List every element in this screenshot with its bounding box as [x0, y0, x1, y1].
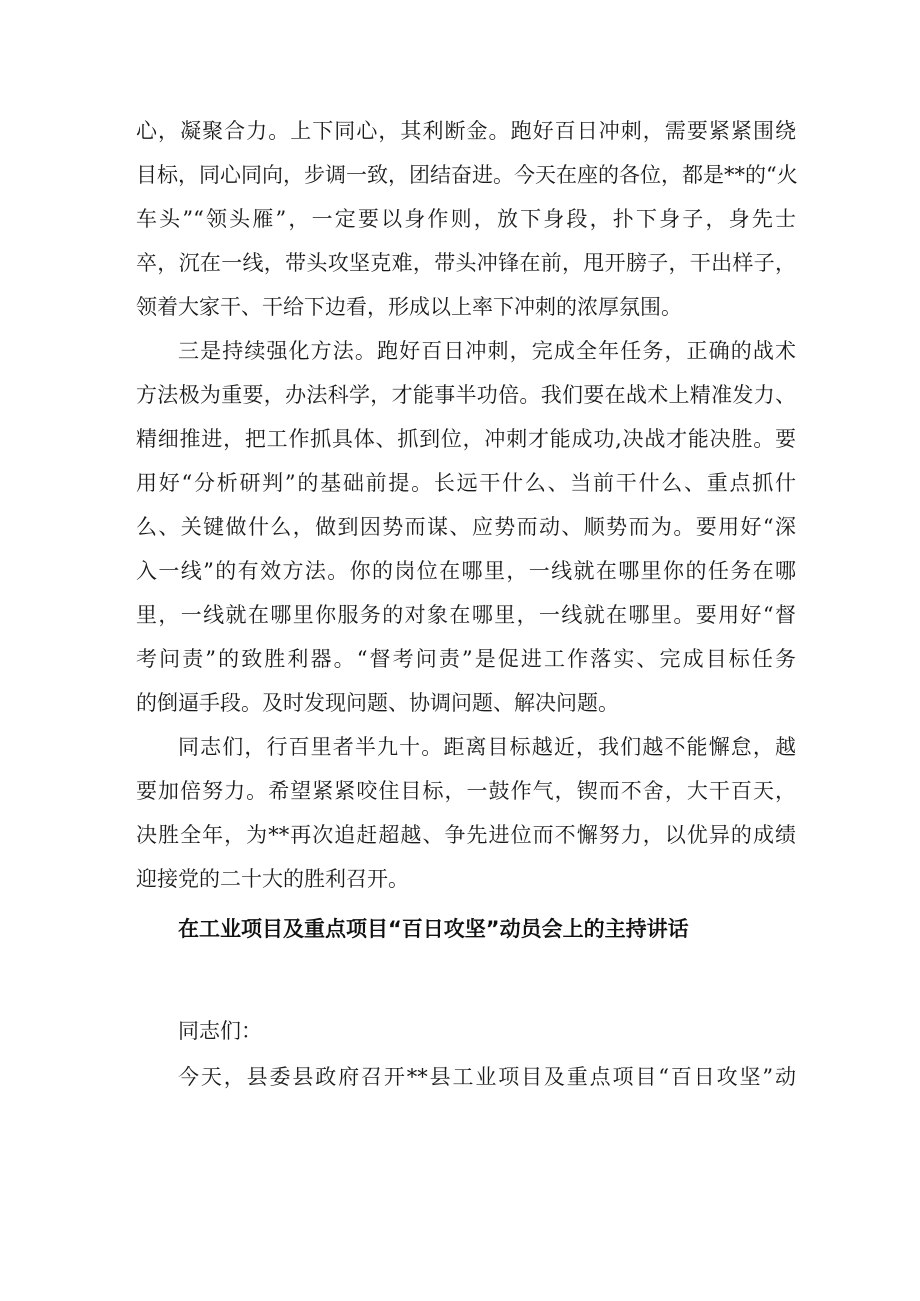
paragraph-2-line-1: 三是持续强化方法。跑好百日冲刺，完成全年任务，正确的战术	[178, 339, 796, 363]
paragraph-3-line-3: 决胜全年，为**再次追赶超越、争先进位而不懈努力，以优异的成绩	[136, 823, 796, 847]
paragraph-1-line-2: 目标，同心同向，步调一致，团结奋进。今天在座的各位，都是**的“火	[136, 163, 798, 187]
paragraph-3-line-2: 要加倍努力。希望紧紧咬住目标，一鼓作气，锲而不舍，大干百天，	[136, 779, 796, 803]
paragraph-4-line-1: 今天，县委县政府召开**县工业项目及重点项目“百日攻坚”动	[178, 1065, 796, 1089]
paragraph-2-line-7: 里，一线就在哪里你服务的对象在哪里，一线就在哪里。要用好“督	[136, 603, 796, 627]
paragraph-1-line-3: 车头”“领头雁”，一定要以身作则，放下身段，扑下身子，身先士	[136, 207, 796, 231]
paragraph-3-line-1: 同志们，行百里者半九十。距离目标越近，我们越不能懈怠，越	[178, 735, 796, 759]
paragraph-2-line-3: 精细推进，把工作抓具体、抓到位，冲刺才能成功,决战才能决胜。要	[136, 427, 796, 451]
paragraph-1-line-1: 心，凝聚合力。上下同心，其利断金。跑好百日冲刺，需要紧紧围绕	[136, 119, 796, 143]
paragraph-2-line-4: 用好“分析研判”的基础前提。长远干什么、当前干什么、重点抓什	[136, 471, 796, 495]
paragraph-3-line-4: 迎接党的二十大的胜利召开。	[136, 867, 409, 891]
paragraph-1-line-5: 领着大家干、干给下边看，形成以上率下冲刺的浓厚氛围。	[136, 295, 682, 319]
paragraph-2-line-6: 入一线”的有效方法。你的岗位在哪里，一线就在哪里你的任务在哪	[136, 559, 796, 583]
paragraph-2-line-8: 考问责”的致胜利器。“督考问责”是促进工作落实、完成目标任务	[136, 647, 796, 671]
salutation: 同志们：	[178, 1019, 262, 1043]
speech-title: 在工业项目及重点项目“百日攻坚”动员会上的主持讲话	[178, 917, 689, 941]
paragraph-2-line-9: 的倒逼手段。及时发现问题、协调问题、解决问题。	[136, 691, 619, 715]
paragraph-1-line-4: 卒，沉在一线，带头攻坚克难，带头冲锋在前，甩开膀子，干出样子，	[136, 251, 796, 275]
paragraph-2-line-5: 么、关键做什么，做到因势而谋、应势而动、顺势而为。要用好“深	[136, 515, 796, 539]
paragraph-2-line-2: 方法极为重要，办法科学，才能事半功倍。我们要在战术上精准发力、	[136, 383, 796, 407]
